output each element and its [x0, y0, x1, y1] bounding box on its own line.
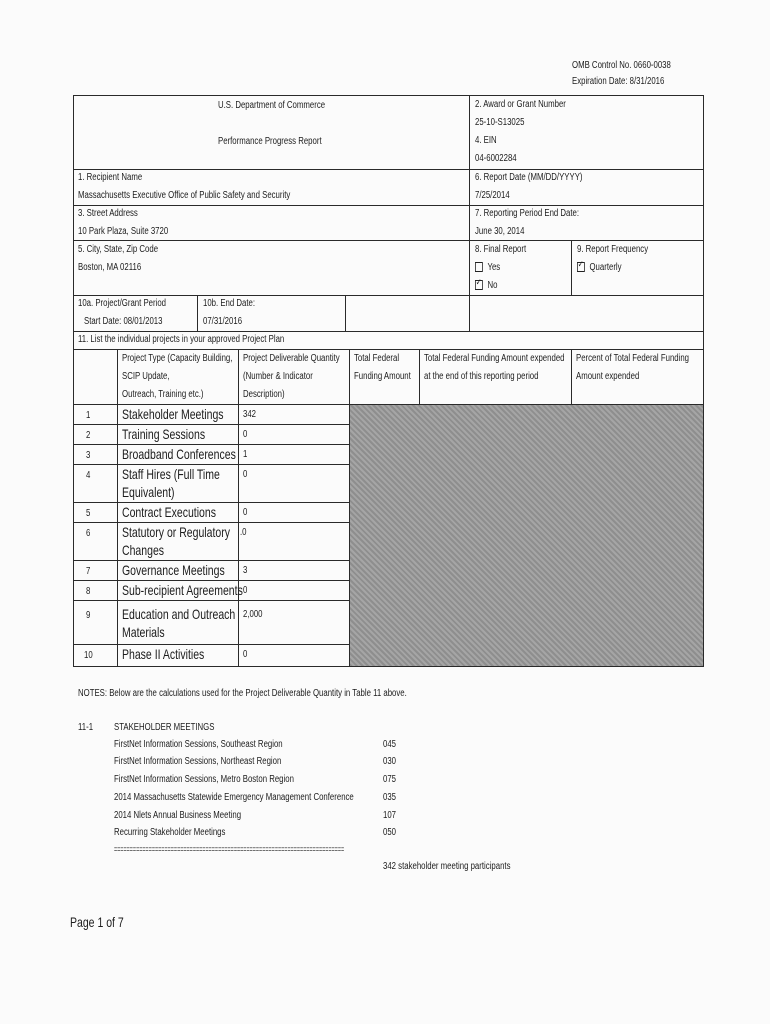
row-quantity: 0	[243, 585, 248, 596]
note-item-value: 107	[383, 810, 397, 821]
department-name: U.S. Department of Commerce	[218, 100, 326, 111]
quarterly-label: Quarterly	[589, 262, 622, 273]
yes-label: Yes	[487, 262, 501, 273]
row-quantity: 0	[243, 469, 248, 480]
row-quantity: 0	[243, 429, 248, 440]
notes-intro: NOTES: Below are the calculations used for the Project Deliverable Quantity in Table 11 above.	[78, 688, 407, 699]
row-number: 1	[86, 410, 91, 421]
row-project-type: Sub-recipient Agreements	[122, 582, 243, 598]
notes-section-title: STAKEHOLDER MEETINGS	[114, 722, 215, 733]
row-project-type: Governance Meetings	[122, 562, 225, 578]
period-end-value: June 30, 2014	[475, 226, 525, 237]
row-project-type-cont: Changes	[122, 542, 165, 558]
recipient-label: 1. Recipient Name	[78, 172, 143, 183]
row-quantity: .0	[240, 527, 247, 538]
note-item-value: 075	[383, 774, 397, 785]
note-item-value: 030	[383, 756, 397, 767]
note-item-label: Recurring Stakeholder Meetings	[114, 827, 226, 838]
award-number-label: 2. Award or Grant Number	[475, 99, 566, 110]
notes-separator: =========================================================================	[114, 844, 345, 854]
final-report-no[interactable]	[475, 280, 497, 291]
period-end-label: 7. Reporting Period End Date:	[475, 208, 580, 219]
note-item-value: 035	[383, 792, 397, 803]
row-number: 10	[84, 650, 93, 661]
quarterly-checkbox[interactable]	[577, 262, 585, 272]
row-quantity: 2,000	[243, 609, 263, 620]
street-label: 3. Street Address	[78, 208, 138, 219]
header-percent: Percent of Total Federal Funding Amount expended	[576, 353, 690, 382]
note-item-value: 050	[383, 827, 397, 838]
row-number: 9	[86, 610, 91, 621]
row-project-type: Phase II Activities	[122, 646, 205, 662]
funding-shaded-area	[350, 405, 703, 666]
row-number: 5	[86, 508, 91, 519]
row-project-type: Contract Executions	[122, 504, 216, 520]
ein-label: 4. EIN	[475, 135, 497, 146]
period-label: 10a. Project/Grant Period	[78, 298, 167, 309]
row-number: 3	[86, 450, 91, 461]
row-number: 4	[86, 470, 91, 481]
row-number: 7	[86, 566, 91, 577]
page-number: Page 1 of 7	[70, 914, 124, 930]
row-project-type: Education and Outreach	[122, 606, 236, 622]
notes-total: 342 stakeholder meeting participants	[383, 861, 511, 872]
note-item-label: 2014 Massachusetts Statewide Emergency Management Conference	[114, 792, 354, 803]
project-list-title: 11. List the individual projects in your approved Project Plan	[78, 334, 285, 345]
row-quantity: 1	[243, 449, 248, 460]
row-quantity: 0	[243, 507, 248, 518]
start-date: Start Date: 08/01/2013	[84, 316, 163, 327]
recipient-value: Massachusetts Executive Office of Public Safety and Security	[78, 190, 291, 201]
expiration-date: Expiration Date: 8/31/2016	[572, 76, 665, 87]
omb-control-number: OMB Control No. 0660-0038	[572, 60, 671, 71]
report-title: Performance Progress Report	[218, 136, 322, 147]
end-date-value: 07/31/2016	[203, 316, 243, 327]
note-item-value: 045	[383, 739, 397, 750]
yes-checkbox[interactable]	[475, 262, 483, 272]
row-number: 2	[86, 430, 91, 441]
row-number: 8	[86, 586, 91, 597]
row-quantity: 3	[243, 565, 248, 576]
header-expended: Total Federal Funding Amount expended at the end of this reporting period	[424, 353, 565, 382]
award-number-value: 25-10-S13025	[475, 117, 525, 128]
header-deliverable: Project Deliverable Quantity (Number & Indicator Description)	[243, 353, 340, 400]
header-project-type: Project Type (Capacity Building, SCIP Update, Outreach, Training etc.)	[122, 353, 233, 400]
note-item-label: FirstNet Information Sessions, Northeast Region	[114, 756, 282, 767]
row-quantity: 0	[243, 649, 248, 660]
row-project-type: Stakeholder Meetings	[122, 406, 224, 422]
notes-section-number: 11-1	[78, 722, 94, 733]
frequency-quarterly[interactable]	[577, 262, 622, 273]
end-date-label: 10b. End Date:	[203, 298, 256, 309]
final-report-label: 8. Final Report	[475, 244, 527, 255]
frequency-label: 9. Report Frequency	[577, 244, 649, 255]
street-value: 10 Park Plaza, Suite 3720	[78, 226, 169, 237]
row-project-type-cont: Equivalent)	[122, 484, 175, 500]
row-project-type: Staff Hires (Full Time	[122, 466, 220, 482]
city-value: Boston, MA 02116	[78, 262, 142, 273]
row-project-type: Broadband Conferences	[122, 446, 236, 462]
final-report-yes[interactable]	[475, 262, 500, 273]
city-label: 5. City, State, Zip Code	[78, 244, 159, 255]
no-label: No	[487, 280, 498, 291]
row-quantity: 342	[243, 409, 257, 420]
note-item-label: 2014 Nlets Annual Business Meeting	[114, 810, 242, 821]
row-project-type-cont: Materials	[122, 624, 165, 640]
note-item-label: FirstNet Information Sessions, Southeast Region	[114, 739, 283, 750]
no-checkbox[interactable]	[475, 280, 483, 290]
header-total-funding: Total Federal Funding Amount	[354, 353, 411, 382]
ein-value: 04-6002284	[475, 153, 517, 164]
row-project-type: Training Sessions	[122, 426, 206, 442]
note-item-label: FirstNet Information Sessions, Metro Boston Region	[114, 774, 294, 785]
row-number: 6	[86, 528, 91, 539]
row-project-type: Statutory or Regulatory	[122, 524, 230, 540]
report-date-label: 6. Report Date (MM/DD/YYYY)	[475, 172, 583, 183]
report-date-value: 7/25/2014	[475, 190, 510, 201]
